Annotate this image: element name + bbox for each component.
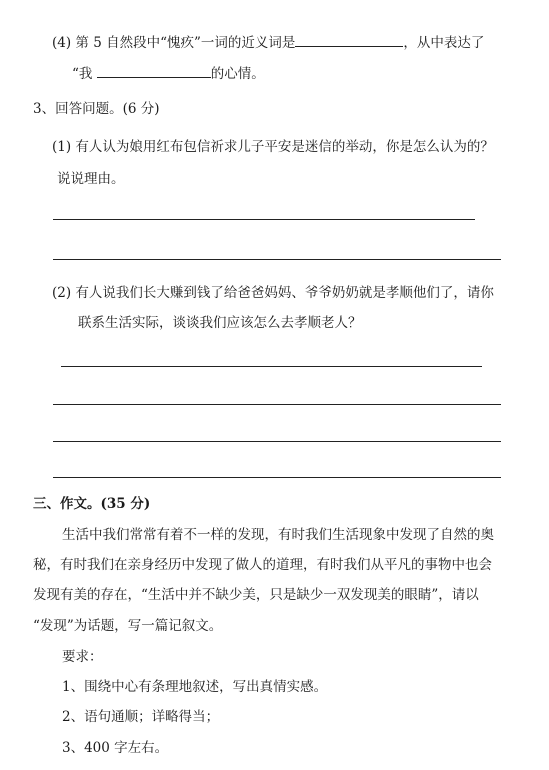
q4-prefix: (4) 第 5 自然段中“愧疚”一词的近义词是: [52, 35, 296, 51]
q2-line2: 联系生活实际，谈谈我们应该怎么去孝顺老人？: [78, 315, 362, 331]
q4-suffix: ，从中表达了: [403, 35, 485, 51]
requirements-heading: 要求：: [62, 649, 103, 665]
q4-line2: [72, 63, 265, 83]
q4-line2-prefix: “我: [72, 66, 97, 82]
q1-line2: 说说理由。: [57, 171, 125, 187]
essay-paragraph-line3: 发现有美的存在，“生活中并不缺少美，只是缺少一双发现美的眼睛”，请以: [33, 587, 479, 603]
q2-answer-line-4[interactable]: [53, 477, 501, 478]
q2-answer-line-3[interactable]: [53, 441, 501, 442]
requirement-1: 1、围绕中心有条理地叙述，写出真情实感。: [62, 679, 328, 695]
q4-line1: [52, 32, 484, 52]
essay-paragraph-line4: “发现”为话题，写一篇记叙文。: [33, 618, 223, 634]
q1-answer-line-1[interactable]: [53, 219, 475, 220]
q4-answer-blank-2[interactable]: [97, 63, 211, 78]
essay-paragraph-line2: 秘，有时我们在亲身经历中发现了做人的道理，有时我们从平凡的事物中也会: [33, 557, 492, 573]
q4-answer-blank-1[interactable]: [295, 32, 403, 47]
q1-answer-line-2[interactable]: [53, 259, 501, 260]
requirement-3: 3、400 字左右。: [62, 740, 169, 756]
section3-heading: 3、回答问题。(6 分): [33, 101, 160, 117]
q4-line2-suffix: 的心情。: [210, 66, 265, 82]
q2-line1: (2) 有人说我们长大赚到钱了给爸爸妈妈、爷爷奶奶就是孝顺他们了，请你: [52, 285, 494, 301]
requirement-2: 2、语句通顺；详略得当；: [62, 709, 220, 725]
q2-answer-line-2[interactable]: [53, 404, 501, 405]
essay-heading: 三、作文。(35 分): [33, 496, 151, 512]
q1-line1: (1) 有人认为娘用红布包信祈求儿子平安是迷信的举动，你是怎么认为的？: [52, 139, 494, 155]
q2-answer-line-1[interactable]: [61, 366, 482, 367]
essay-paragraph-line1: 生活中我们常常有着不一样的发现，有时我们生活现象中发现了自然的奥: [62, 527, 494, 543]
